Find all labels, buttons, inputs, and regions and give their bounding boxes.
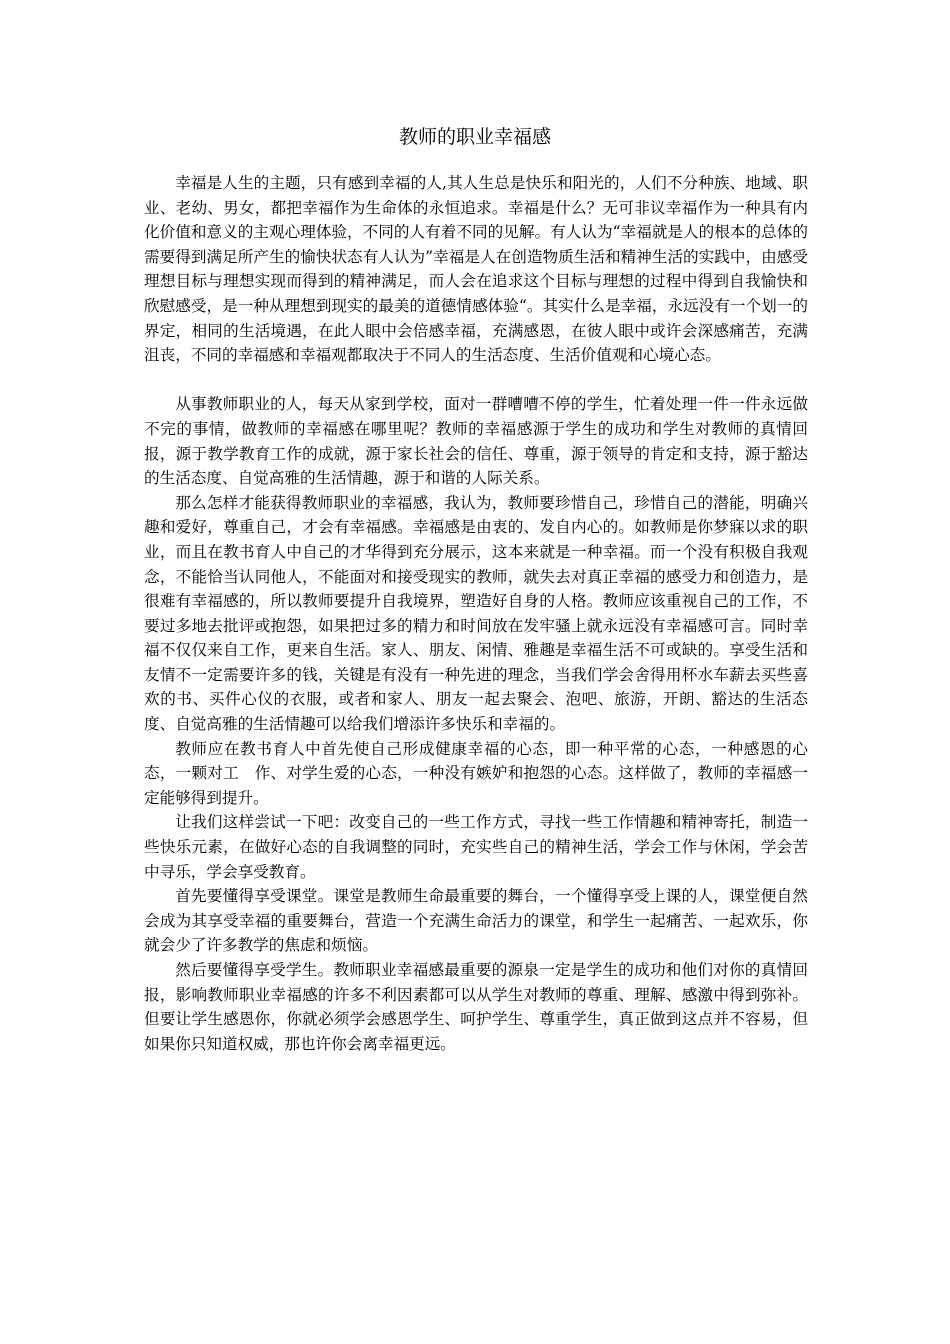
paragraph-7: 然后要懂得享受学生。教师职业幸福感最重要的源泉一定是学生的成功和他们对你的真情回报，影响教师职业幸福感的许多不利因素都可以从学生对教师的尊重、理解、感激中得到弥补。但要让学生感恩你，你就必须学会感恩学生、呵护学生、尊重学生，真正做到这点并不容易，但如果你只知道权威，那也许你会离幸福更远。 xyxy=(144,961,808,1053)
paragraph-5: 让我们这样尝试一下吧：改变自己的一些工作方式，寻找一些工作情趣和精神寄托，制造一些快乐元素，在做好心态的自我调整的同时，充实些自己的精神生活，学会工作与休闲，学会苦中寻乐，学会享受教育。 xyxy=(144,813,808,881)
paragraph-3: 那么怎样才能获得教师职业的幸福感，我认为，教师要珍惜自己，珍惜自己的潜能，明确兴趣和爱好，尊重自己，才会有幸福感。幸福感是由衷的、发自内心的。如教师是你梦寐以求的职业，而且在教书育人中自己的才华得到充分展示，这本来就是一种幸福。而一个没有积极自我观念，不能恰当认同他人，不能面对和接受现实的教师，就失去对真正幸福的感受力和创造力，是很难有幸福感的，所以教师要提升自我境界，塑造好自身的人格。教师应该重视自己的工作，不要过多地去批评或抱怨，如果把过多的精力和时间放在发牢骚上就永远没有幸福感可言。同时幸福不仅仅来自工作，更来自生活。家人、朋友、闲情、雅趣是幸福生活不可或缺的。享受生活和友情不一定需要许多的钱，关键是有没有一种先进的理念，当我们学会舍得用杯水车薪去买些喜欢的书、买件心仪的衣服，或者和家人、朋友一起去聚会、泡吧、旅游，开朗、豁达的生活态度、自觉高雅的生活情趣可以给我们增添许多快乐和幸福的。 xyxy=(144,493,808,734)
paragraph-4: 教师应在教书育人中首先使自己形成健康幸福的心态，即一种平常的心态，一种感恩的心态，一颗对工 作、对学生爱的心态，一种没有嫉妒和抱怨的心态。这样做了，教师的幸福感一定能够得到提升。 xyxy=(144,739,808,807)
document-title: 教师的职业幸福感 xyxy=(398,126,551,148)
paragraph-2: 从事教师职业的人，每天从家到学校，面对一群嘈嘈不停的学生，忙着处理一件一件永远做不完的事情，做教师的幸福感在哪里呢？教师的幸福感源于学生的成功和学生对教师的真情回报，源于教学教育工作的成就，源于家长社会的信任、尊重，源于领导的肯定和支持，源于豁达的生活态度、自觉高雅的生活情趣，源于和谐的人际关系。 xyxy=(144,395,808,488)
document-body xyxy=(144,171,808,1056)
paragraph-1: 幸福是人生的主题，只有感到幸福的人,其人生总是快乐和阳光的，人们不分种族、地域、职业、老幼、男女，都把幸福作为生命体的永恒追求。幸福是什么？无可非议幸福作为一种具有内化价值和意义的主观心理体验，不同的人有着不同的见解。有人认为“幸福就是人的根本的总体的需要得到满足所产生的愉快状态有人认为”幸福是人在创造物质生活和精神生活的实践中，由感受理想目标与理想实现而得到的精神满足，而人会在追求这个目标与理想的过程中得到自我愉快和欣慰感受，是一种从理想到现实的最美的道德情感体验“。其实什么是幸福，永远没有一个划一的界定，相同的生活境遇，在此人眼中会倍感幸福，充满感恩，在彼人眼中或许会深感痛苦，充满沮丧，不同的幸福感和幸福观都取决于不同人的生活态度、生活价值观和心境心态。 xyxy=(144,174,808,365)
paragraph-6: 首先要懂得享受课堂。课堂是教师生命最重要的舞台，一个懂得享受上课的人，课堂便自然会成为其享受幸福的重要舞台，营造一个充满生命活力的课堂，和学生一起痛苦、一起欢乐，你就会少了许多教学的焦虑和烦恼。 xyxy=(144,887,808,955)
